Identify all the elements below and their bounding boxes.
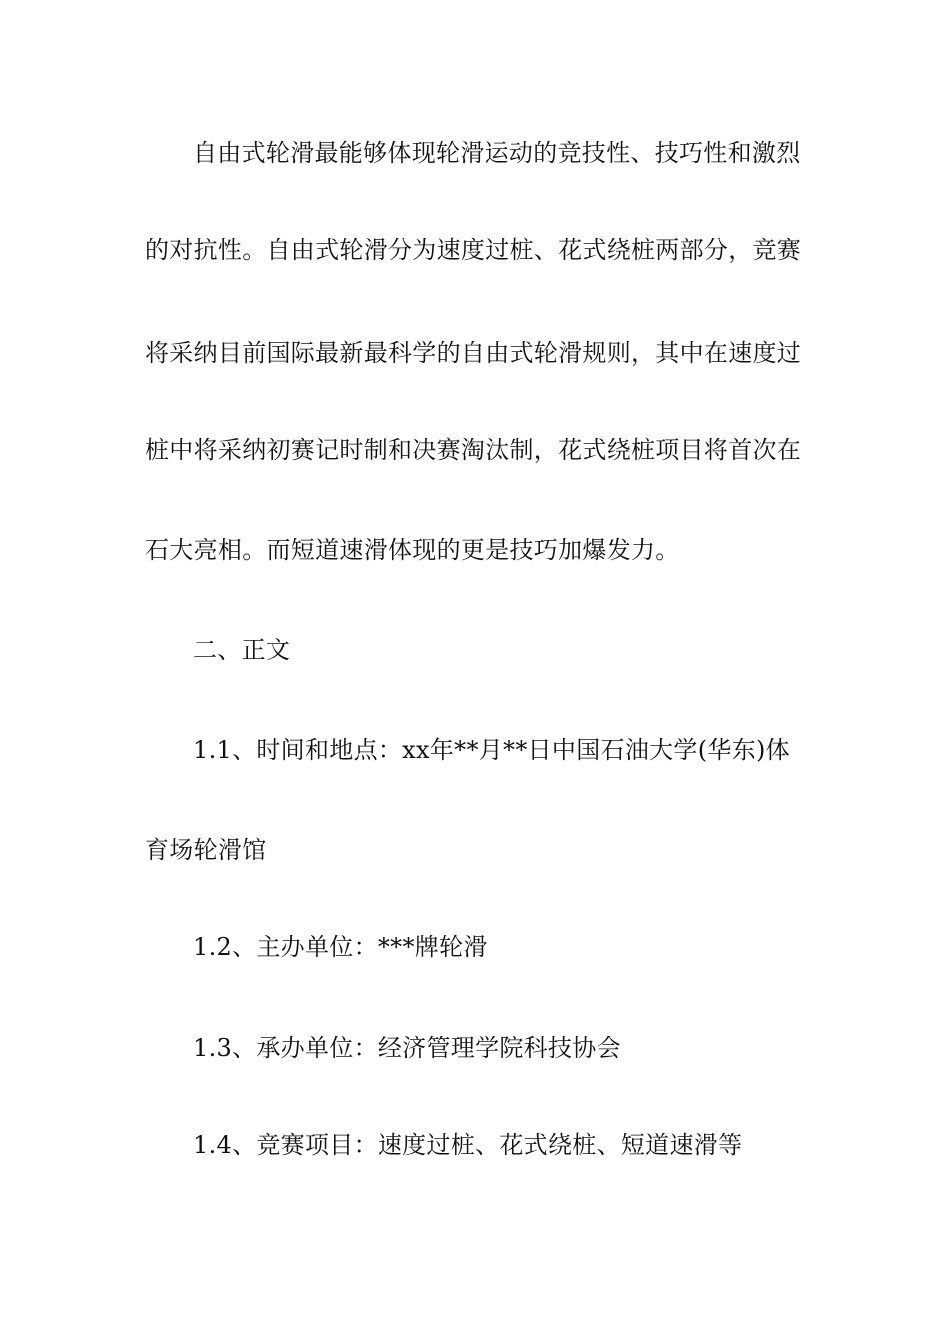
- paragraph-line: 石大亮相。而短道速滑体现的更是技巧加爆发力。: [145, 536, 680, 564]
- item-time-location-line: 1.1、时间和地点：xx年**月**日中国石油大学(华东)体: [193, 736, 790, 764]
- paragraph-line: 的对抗性。自由式轮滑分为速度过桩、花式绕桩两部分，竞赛: [145, 236, 802, 264]
- item-time-location-line: 育场轮滑馆: [145, 836, 267, 864]
- section-heading: 二、正文: [193, 636, 291, 664]
- paragraph-line: 自由式轮滑最能够体现轮滑运动的竞技性、技巧性和激烈: [193, 139, 801, 167]
- paragraph-line: 将采纳目前国际最新最科学的自由式轮滑规则，其中在速度过: [145, 339, 802, 367]
- item-events: 1.4、竞赛项目：速度过桩、花式绕桩、短道速滑等: [193, 1131, 743, 1159]
- item-organizer: 1.2、主办单位：***牌轮滑: [193, 933, 488, 961]
- paragraph-line: 桩中将采纳初赛记时制和决赛淘汰制，花式绕桩项目将首次在: [145, 436, 802, 464]
- item-host: 1.3、承办单位：经济管理学院科技协会: [193, 1034, 621, 1062]
